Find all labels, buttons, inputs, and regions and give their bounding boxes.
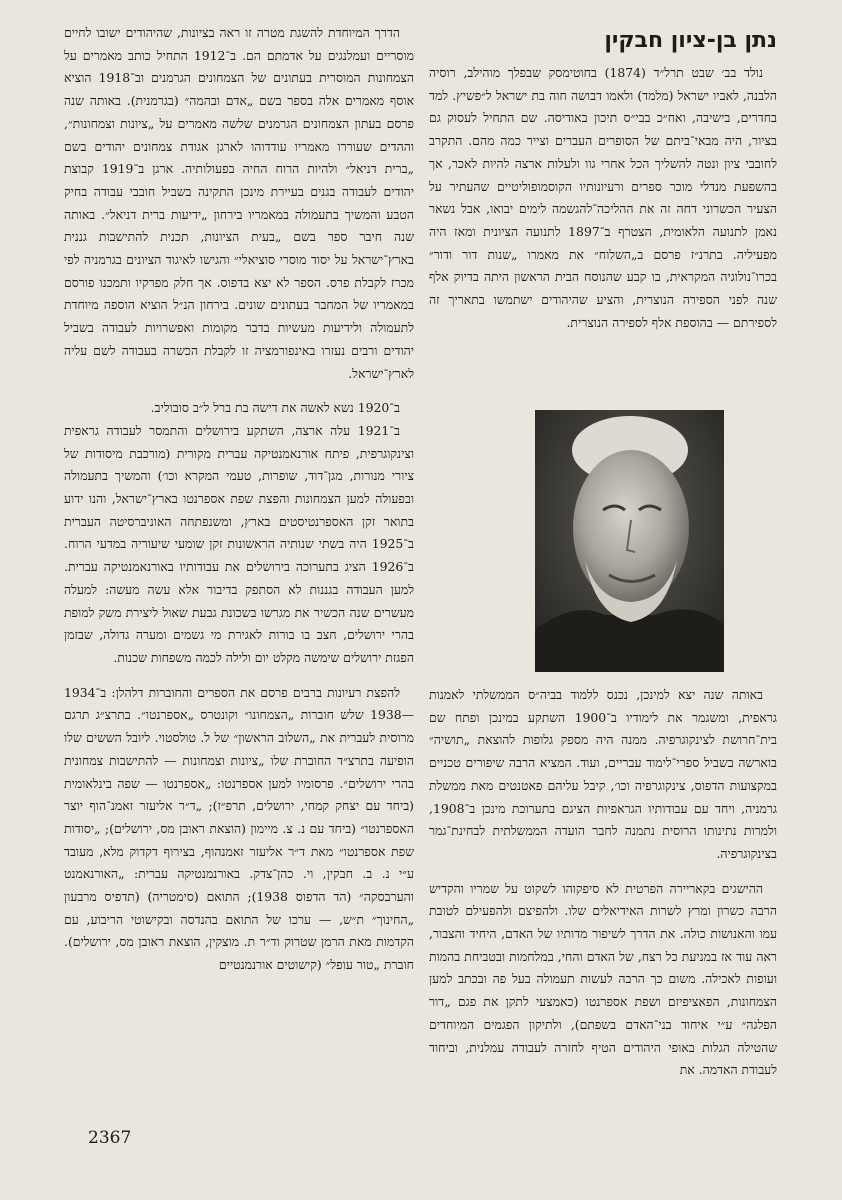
paragraph: הדרך המיוחדת להשגת מטרה זו ראה בציונות, שהיהודים ישובו לחיים מוסריים ועמלנגים על אדמתם הם. ב־1912 התחיל כותב מאמרים על הצמחונות המוסרית בעתונים של הצמחונים הגרמנים וב־1918 הוציא אוסף מאמרים אלה בספר בשם „אדם ובהמה״ (בגרמנית). באותה שנה פרסם בעתון הצמחונים הגרמנים שלשה מאמרים על „ציונות וצמחונות״, וההדים שעוררו מאמריו עודדוהו לארגן אגודת צמחונים יהודים בשם „ברית דניאל״ ולהיות הרוח החיה בפעולותיה. ארגן ב־1919 קבוצת יהודים לעבודה בגנים בעיירת מינכן התקינה בשביל חובבי עבודה בחיק הטבע והמשיך בתעמולה במאמריו בירחון „ידיעות ברית דניאל״. באותה שנה חיבר ספר בשם „בעית הציונות, תכנית להתישבות גננית בארץ־ישראל על יסוד מוסרי סוציאלי״ והגישו לאיגוד הציונים בגרמניה לפי מכרז לקבלת פרס. הספר לא יצא בדפוס. אך חלק מפרקיו ותמכנו פורסם במאמריו של המחבר בעתונים שונים. בירחון הנ״ל הוציא הוספה מיוחדת לתעמולה ולידיעות מעשיות בדבר מקומות ואפשרויות לעבודה בשביל יהודים ורבים נעזרו באינפורמציה זו לקבלת הכשרה בעבודה לשם עליה לארץ־ישראל. <box>64 25 415 381</box>
paragraph: ב־1920 נשא לאשה את דישה בת ברל ל״ב סובוליב. <box>150 400 400 416</box>
portrait-photo <box>535 410 724 672</box>
right-column-upper <box>429 22 777 334</box>
article-title: נתן בן-ציון חבקין <box>604 28 777 53</box>
paragraph: נולד בב׳ שבט תרל״ד (1874) בחוטימסק שבפלך מוהילב, רוסיה הלבנה, לאביו ישראל (מלמד) ולאמו דבושה חוה בת ישראל ל״פשיץ. למד בחדרים, בישיבה, ואח״כ בבי״ס תיכון באודיסה. שם התחיל לעסוק גם בציור, היה מבאי־ביתם של הסופרים העברים וצייר כמה מהם. התקרב לחובבי ציון ונטה להשליך הכל אחרי גוו ולעלות ארצה להיות לאכר, אך בהשפעת מנדלי מוכר ספרים ורעיונותיו הקוסמופוליטיים שהעתיר על הצעיר הכשרוני דחה זה את ההליכה־להגשמה לימים יבואו, אבל נשאר נאמן לתנועה הלאומית, הצטרף ב־1897 לתנועה הציונית ומאז היה מפעיליה. בתרנ״ז פרסם ב„השלוח״ את מאמרו „שנות דור ודור״ בכרו־נולוגיה המקראית, בו קבע שהנוסח הבית הראשון היתה בדיוק אלף שנה לפני הספירה הנוצרית, והציע שהיהודים ישתמשו בתאריך זה לספירתם — בהוספת אלף לספירה הנוצרית. <box>429 65 778 330</box>
right-column-lower <box>429 684 777 1082</box>
paragraph: באותה שנה יצא למינכן, נכנס ללמוד בביה״ס הממשלתי לאמנות גראפית, ומשגמר את לימודיו ב־1900 השתקע במינכן ופתח שם בית־חרושת לצינקוגרפיה. ממנה היה מספק גלופות להוצאת „תושיה״ בוארשה בשביל ספרי־לימוד עבריים, ועוד. המציא הרבה שיפורים טכניים במקצועות הדפוס, צינקוגרפיה וכו׳, קיבל עליהם פאטנטים מאת ממשלת גרמניה, ויחד עם עבודותיו הגראפיות הציגם בתערוכת מינכן ב־1908, ולמרות נתינותו הרוסית נתמנה לחבר הועדה הממשלתית לבחינת־גמר בצינקוגרפיה. <box>429 687 777 861</box>
paragraph: ההישגים בקאריירה הפרטית לא סיפקוהו לשקוט על שמריו והקדיש הרבה כשרון ומרץ לשרות האידיאלים שלו. ולהפיצם ולהפעילם לטובת עמו והאנושות כולה. את הדרך לשיפור מדותיו של האדם, היחיד והצבור, ראה עוד אז במניעת כל רצח, של האדם והחי, במלחמות ובטביחת בהמות ועופות לאכילה. משום כך הרבה לעשות תעמולה בעל פה ובכתב למען הצמחונות, הפאציפיזם ושפת אספרנטו (כאמצעי לתקן את פגם „דור הפלגה״ ע״י איחוד בני־האדם בשפתם), ולתיקון הפגמים המיוחדים שהטילה הגלות באופי היהודים הטיף לחזרה לעבודה עמלנית, וביחוד לעבודת האדמה. את <box>429 880 777 1078</box>
page-number: 2367 <box>88 1128 132 1148</box>
paragraph: להפצת רעיונות ברבים פרסם את הספרים והחוברות דלהלן: ב־1934—1938 שלש חוברות „הצמחונו״ וקונטרס „אספרנטו״. בתרצ״ג תרגם מרוסית לעברית את „השלוב הראשון״ של ל. טולסטוי. ליובל הששים שלו הופיעה בתרצ״ד החוברת שלו „ציונות וצמחונות — להתישבות צמחונית בהרי ירושלים״. פרסומיו למען אספרנטו: „אספרנטו — שפה בינלאומית (ביחד עם יצחק קמחי, ירושלים, תרפ״ז); „ד״ר אליעזר זאמנ־הוף יוצר האספרנטו״ (ביחד עם נ. צ. מיימון (הוצאת ראובן מס, ירושלים); „יסודות שפת אספרנטו״ מאת ד״ר אליעזר זאמנהוף, בצירוף דקדוק מלא, מעובד ע״י נ. ב. חבקין, וי. כהן־צדק. באורנמנטיקה עברית: „האורנאמנט והערבסקה״ (הד הדפוס 1938); התואם (סימטריה) (תדפיס מרבעון „החינוך״ ת״ש, — ערכו של התואם בהנדסה ובקישוטי הריבוע, עם הקדמות מאת הרמן שטרוק וד״ר ת. מוצקין, הוצאת ראובן מס, ירושלים). חוברת „טור עופל״ (קישוטים אורנמנטיים <box>64 684 414 973</box>
portrait-photo-illustration <box>535 410 724 672</box>
left-column <box>64 22 414 977</box>
paragraph: ב־1921 עלה ארצה, השתקע בירושלים והתמסר לעבודה גראפית וצינקוגרפית, פיתח אורנאמנטיקה עברית מקורית (מורכבת מיסודות של ציורי מנורות, מגן־דוד, שופרות, טעמי המקרא וכו׳) והמשיך בתעמולה ובפעולה למען הצמחונות והפצת שפת אספרנטו בארץ־ישראל, והנו ידוע בתואר זקן האספרנטיסטים בארץ, ומשנפתחה האוניברסיטה העברית ב־1925 היה בשתי שנותיה הראשונות זקן שומעי שיעוריה במדעי הרוח. ב־1926 הציג בתערוכה בירושלים את עבודותיו באורנאמנטיקה עברית. למען העבודה בגננות לא הסתפק בדיבור אלא עשה מעשה: למעלה מעשרים שנה הכשיר את מגרשו בשכונת גבעת שאול ליצירת משק למופת בהרי ירושלים, חצב בו בורות לאגירת מי גשמים ומערה גדולה, שבזמן הפגזת ירושלים שימשה מקלט יום ולילה לכמה משפחות שכנות. <box>64 422 414 665</box>
